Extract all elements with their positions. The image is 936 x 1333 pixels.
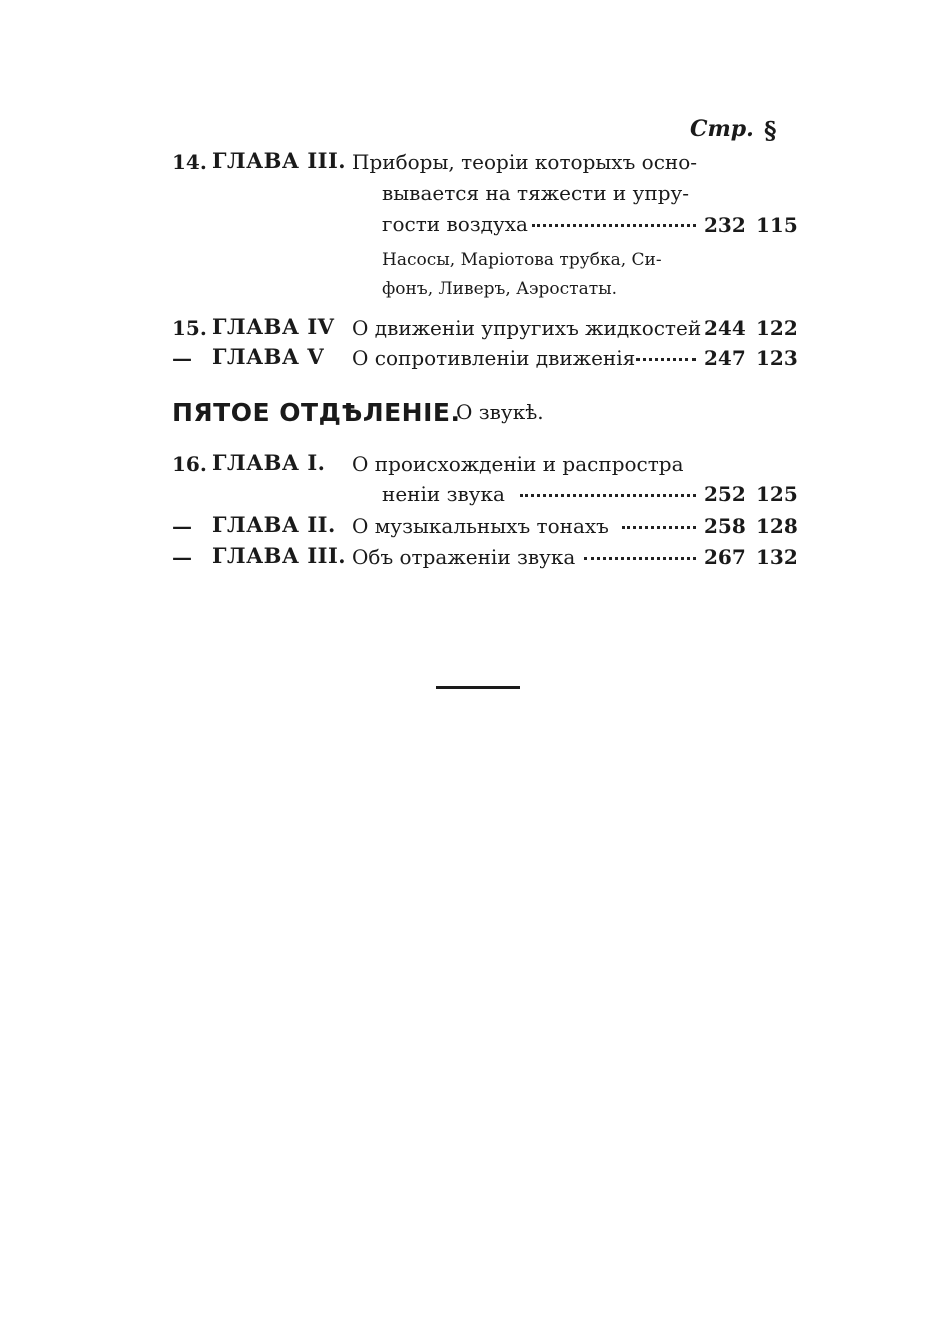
closing-rule [436,686,520,689]
page-number: 232 [704,213,746,237]
dot-leader [584,555,696,560]
page-number: 247 [704,346,746,370]
page-number: 252 [704,482,746,506]
chapter-label: ГЛАВА V [212,344,325,369]
chapter-title-line: неніи звука [382,482,505,506]
chapter-title-line: О сопротивленіи движенія [352,346,636,370]
entry-number: 16. [172,452,207,476]
chapter-title-line: гости воздуха [382,212,528,236]
chapter-title-line: вывается на тяжести и упру- [382,181,690,205]
dot-leader [636,356,696,361]
chapter-title-line: О музыкальныхъ тонахъ [352,514,609,538]
part-title: ПЯТОЕ ОТДѢЛЕНІЕ. [172,398,461,427]
entry-number: 14. [172,150,207,174]
section-column-header: § [764,116,777,145]
pages-column-header: Стр. [690,116,754,142]
chapter-note-line: Насосы, Маріотова трубка, Си- [382,250,662,270]
entry-number: — [172,346,192,370]
chapter-label: ГЛАВА III. [212,148,347,173]
entry-number: — [172,545,192,569]
page-number: 244 [704,316,746,340]
section-number: 123 [756,346,798,370]
chapter-title-line: О движеніи упругихъ жидкостей [352,316,702,340]
chapter-label: ГЛАВА III. [212,543,347,568]
section-number: 115 [756,213,798,237]
entry-number: — [172,514,192,538]
chapter-label: ГЛАВА IV [212,314,335,339]
section-number: 125 [756,482,798,506]
chapter-note-line: фонъ, Ливеръ, Аэростаты. [382,279,618,299]
section-number: 122 [756,316,798,340]
chapter-title-line: О происхожденіи и распростра [352,452,684,476]
dot-leader [532,222,696,227]
chapter-label: ГЛАВА I. [212,450,326,475]
section-number: 132 [756,545,798,569]
dot-leader [520,492,696,497]
part-subtitle: О звукѣ. [456,400,544,424]
chapter-title-line: Приборы, теоріи которыхъ осно- [352,150,698,174]
entry-number: 15. [172,316,207,340]
dot-leader [622,524,696,529]
page-number: 258 [704,514,746,538]
chapter-title-line: Объ отраженіи звука [352,545,576,569]
section-number: 128 [756,514,798,538]
chapter-label: ГЛАВА II. [212,512,336,537]
page-number: 267 [704,545,746,569]
